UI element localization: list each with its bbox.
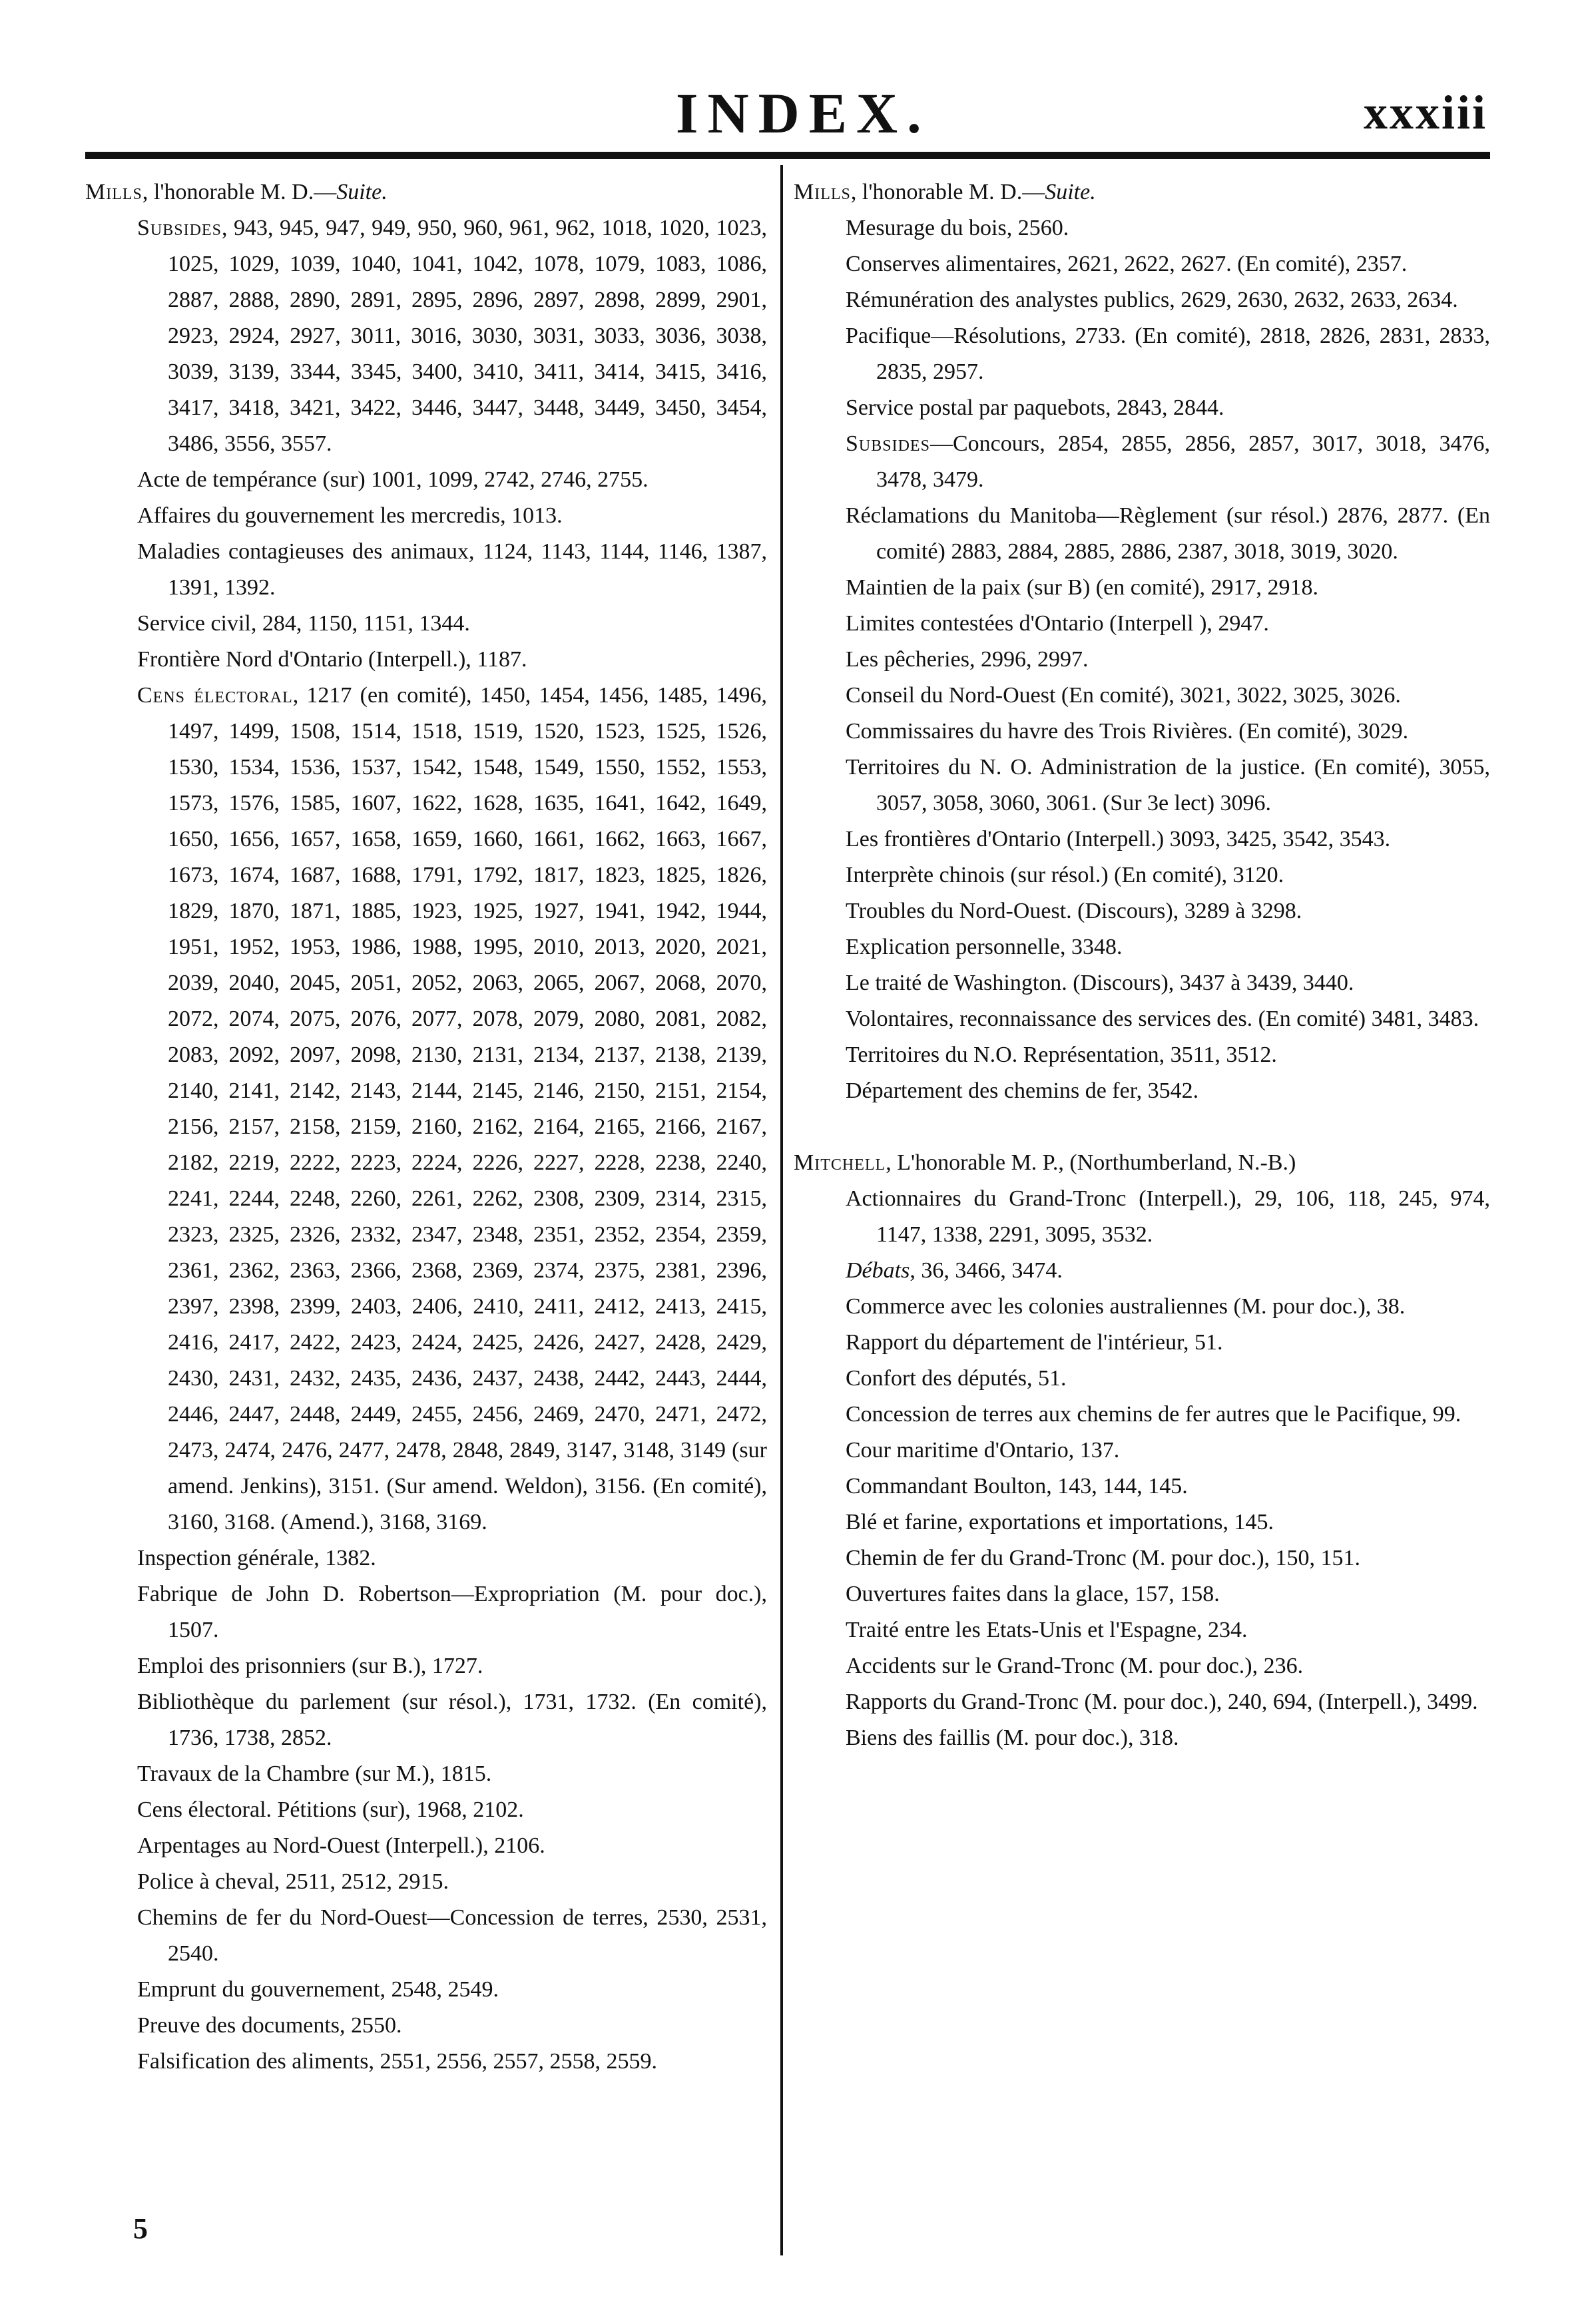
entry-text: Cour maritime d'Ontario, 137.	[846, 1438, 1120, 1463]
index-entry	[85, 498, 767, 534]
index-entry	[794, 714, 1490, 750]
index-entry	[85, 1684, 767, 1756]
index-entry	[85, 2044, 767, 2080]
entry-text: Confort des députés, 51.	[846, 1366, 1067, 1391]
page-title: INDEX.	[676, 81, 931, 145]
entry-text: Preuve des documents, 2550.	[137, 2013, 402, 2038]
entry-text: Acte de tempérance (sur) 1001, 1099, 2742, 2746, 2755.	[137, 467, 649, 492]
entry-text: Maladies contagieuses des animaux, 1124, 1143, 1144, 1146, 1387, 1391, 1392.	[137, 539, 767, 600]
index-entry	[794, 678, 1490, 714]
index-entry	[794, 1433, 1490, 1469]
entry-text: Chemin de fer du Grand-Tronc (M. pour doc.), 150, 151.	[846, 1546, 1361, 1570]
index-entry	[85, 678, 767, 1540]
index-entry	[794, 821, 1490, 857]
index-entry	[794, 606, 1490, 642]
entry-heading	[794, 174, 1490, 210]
entry-text: Commandant Boulton, 143, 144, 145.	[846, 1474, 1188, 1499]
index-entry	[794, 893, 1490, 929]
section-gap	[794, 1109, 1490, 1145]
index-entry	[794, 210, 1490, 246]
index-entry	[794, 1073, 1490, 1109]
index-entry	[794, 318, 1490, 390]
index-entry	[794, 750, 1490, 821]
entry-text: Concession de terres aux chemins de fer autres que le Pacifique, 99.	[846, 1402, 1461, 1427]
index-entry	[85, 1756, 767, 1792]
entry-text: Commerce avec les colonies australiennes (M. pour doc.), 38.	[846, 1294, 1406, 1319]
entry-text: Arpentages au Nord-Ouest (Interpell.), 2106.	[137, 1833, 545, 1858]
entry-small-caps: Cens électoral	[137, 683, 293, 708]
index-entry	[794, 1576, 1490, 1612]
index-entry	[794, 282, 1490, 318]
entry-text: Traité entre les Etats-Unis et l'Espagne, 234.	[846, 1618, 1248, 1642]
entry-text: , 36, 3466, 3474.	[910, 1258, 1063, 1283]
entry-text: Rapport du département de l'intérieur, 51.	[846, 1330, 1223, 1355]
signature-mark: 5	[133, 2212, 148, 2245]
index-entry	[794, 1253, 1490, 1289]
entry-text: Rapports du Grand-Tronc (M. pour doc.), 240, 694, (Interpell.), 3499.	[846, 1690, 1478, 1714]
index-entry	[85, 606, 767, 642]
entry-text: Limites contestées d'Ontario (Interpell ), 2947.	[846, 611, 1269, 636]
index-entry	[794, 1289, 1490, 1325]
index-entry	[85, 1540, 767, 1576]
index-entry	[794, 1720, 1490, 1756]
entry-text: Frontière Nord d'Ontario (Interpell.), 1187.	[137, 647, 527, 672]
index-entry	[85, 1792, 767, 1828]
entry-small-caps: Subsides	[846, 431, 930, 456]
heading-text: , l'honorable M. D.—	[142, 180, 337, 204]
entry-text: Commissaires du havre des Trois Rivières. (En comité), 3029.	[846, 719, 1409, 744]
entry-text: Actionnaires du Grand-Tronc (Interpell.), 29, 106, 118, 245, 974, 1147, 1338, 2291, 3095, 3532.	[846, 1186, 1490, 1247]
entry-text: Emprunt du gouvernement, 2548, 2549.	[137, 1977, 499, 2002]
index-entry	[794, 1001, 1490, 1037]
page-header	[0, 0, 1574, 166]
index-entry	[85, 1864, 767, 1900]
entry-text: Chemins de fer du Nord-Ouest—Concession de terres, 2530, 2531, 2540.	[137, 1905, 767, 1966]
index-entry	[794, 1505, 1490, 1540]
index-entry	[794, 1397, 1490, 1433]
index-entry	[794, 1612, 1490, 1648]
index-entry	[794, 390, 1490, 426]
entry-text: Le traité de Washington. (Discours), 3437 à 3439, 3440.	[846, 971, 1354, 995]
entry-text: Service civil, 284, 1150, 1151, 1344.	[137, 611, 470, 636]
index-entry	[85, 462, 767, 498]
entry-small-caps: Subsides	[137, 216, 222, 240]
index-entry	[85, 210, 767, 462]
index-entry	[794, 426, 1490, 498]
entry-text: Conseil du Nord-Ouest (En comité), 3021, 3022, 3025, 3026.	[846, 683, 1401, 708]
entry-text: Mesurage du bois, 2560.	[846, 216, 1069, 240]
entry-text: Blé et farine, exportations et importations, 145.	[846, 1510, 1274, 1534]
entry-text: Bibliothèque du parlement (sur résol.), 1731, 1732. (En comité), 1736, 1738, 2852.	[137, 1690, 767, 1750]
heading-text: , l'honorable M. D.—	[850, 180, 1045, 204]
entry-text: Ouvertures faites dans la glace, 157, 158.	[846, 1582, 1220, 1606]
entry-text: Département des chemins de fer, 3542.	[846, 1078, 1199, 1103]
heading-suite: Suite.	[336, 180, 388, 204]
entry-text: Cens électoral. Pétitions (sur), 1968, 2102.	[137, 1797, 524, 1822]
heading-text: , L'honorable M. P., (Northumberland, N.-B.)	[886, 1150, 1296, 1175]
page-number: xxxiii	[1363, 86, 1487, 139]
entry-text: Maintien de la paix (sur B) (en comité), 2917, 2918.	[846, 575, 1319, 600]
index-entry	[794, 642, 1490, 678]
index-entry	[85, 1576, 767, 1648]
index-entry	[794, 1181, 1490, 1253]
entry-text: —Concours, 2854, 2855, 2856, 2857, 3017, 3018, 3476, 3478, 3479.	[876, 431, 1490, 492]
entry-text: Accidents sur le Grand-Tronc (M. pour doc.), 236.	[846, 1654, 1304, 1678]
entry-text: Fabrique de John D. Robertson—Expropriation (M. pour doc.), 1507.	[137, 1582, 767, 1642]
entry-text: Biens des faillis (M. pour doc.), 318.	[846, 1726, 1179, 1750]
entry-italic: Débats	[846, 1258, 910, 1283]
index-entry	[85, 534, 767, 606]
index-entry	[794, 1648, 1490, 1684]
heading-name: Mills	[85, 180, 142, 204]
right-column	[794, 174, 1490, 1756]
index-entry	[794, 1540, 1490, 1576]
entry-text: Troubles du Nord-Ouest. (Discours), 3289 à 3298.	[846, 899, 1302, 923]
entry-text: Travaux de la Chambre (sur M.), 1815.	[137, 1761, 492, 1786]
index-entry	[85, 2008, 767, 2044]
entry-text: Affaires du gouvernement les mercredis, 1013.	[137, 503, 563, 528]
entry-text: Volontaires, reconnaissance des services des. (En comité) 3481, 3483.	[846, 1007, 1479, 1031]
entry-text: Conserves alimentaires, 2621, 2622, 2627. (En comité), 2357.	[846, 252, 1408, 276]
index-entry	[794, 929, 1490, 965]
entry-text: Falsification des aliments, 2551, 2556, 2557, 2558, 2559.	[137, 2049, 657, 2074]
index-entry	[794, 498, 1490, 570]
entry-text: Interprète chinois (sur résol.) (En comité), 3120.	[846, 863, 1284, 887]
entry-text: Police à cheval, 2511, 2512, 2915.	[137, 1869, 449, 1894]
index-entry	[85, 1972, 767, 2008]
entry-text: Pacifique—Résolutions, 2733. (En comité), 2818, 2826, 2831, 2833, 2835, 2957.	[846, 324, 1490, 384]
index-entry	[85, 1648, 767, 1684]
entry-text: Les frontières d'Ontario (Interpell.) 3093, 3425, 3542, 3543.	[846, 827, 1391, 851]
entry-text: Territoires du N. O. Administration de la justice. (En comité), 3055, 3057, 3058, 3060, 3061. (Sur 3e lect) 3096.	[846, 755, 1490, 815]
entry-heading	[85, 174, 767, 210]
entry-text: , 943, 945, 947, 949, 950, 960, 961, 962, 1018, 1020, 1023, 1025, 1029, 1039, 1040, 1041, 1042, 1078, 1079, 1083, 1086, 2887, 2888, 2890, 2891, 2895, 2896, 2897, 2898, 2899, 2901, 2923, 2924, 2927, 3011, 3016, 3030, 3031, 3033, 3036, 3038, 3039, 3139, 3344, 3345, 3400, 3410, 3411, 3414, 3415, 3416, 3417, 3418, 3421, 3422, 3446, 3447, 3448, 3449, 3450, 3454, 3486, 3556, 3557.	[168, 216, 767, 456]
entry-text: Inspection générale, 1382.	[137, 1546, 376, 1570]
index-entry	[85, 1900, 767, 1972]
index-entry	[794, 965, 1490, 1001]
index-entry	[794, 857, 1490, 893]
index-entry	[794, 1684, 1490, 1720]
index-entry	[794, 1325, 1490, 1361]
entry-text: Rémunération des analystes publics, 2629, 2630, 2632, 2633, 2634.	[846, 288, 1458, 312]
entry-text: Territoires du N.O. Représentation, 3511, 3512.	[846, 1043, 1277, 1067]
index-entry	[85, 642, 767, 678]
index-entry	[794, 246, 1490, 282]
index-entry	[794, 1469, 1490, 1505]
entry-text: Service postal par paquebots, 2843, 2844.	[846, 395, 1224, 420]
entry-text: Les pêcheries, 2996, 2997.	[846, 647, 1089, 672]
left-column	[85, 174, 767, 2080]
entry-heading	[794, 1145, 1490, 1181]
entry-text: , 1217 (en comité), 1450, 1454, 1456, 1485, 1496, 1497, 1499, 1508, 1514, 1518, 1519, 1520, 1523, 1525, 1526, 1530, 1534, 1536, 1537, 1542, 1548, 1549, 1550, 1552, 1553, 1573, 1576, 1585, 1607, 1622, 1628, 1635, 1641, 1642, 1649, 1650, 1656, 1657, 1658, 1659, 1660, 1661, 1662, 1663, 1667, 1673, 1674, 1687, 1688, 1791, 1792, 1817, 1823, 1825, 1826, 1829, 1870, 1871, 1885, 1923, 1925, 1927, 1941, 1942, 1944, 1951, 1952, 1953, 1986, 1988, 1995, 2010, 2013, 2020, 2021, 2039, 2040, 2045, 2051, 2052, 2063, 2065, 2067, 2068, 2070, 2072, 2074, 2075, 2076, 2077, 2078, 2079, 2080, 2081, 2082, 2083, 2092, 2097, 2098, 2130, 2131, 2134, 2137, 2138, 2139, 2140, 2141, 2142, 2143, 2144, 2145, 2146, 2150, 2151, 2154, 2156, 2157, 2158, 2159, 2160, 2162, 2164, 2165, 2166, 2167, 2182, 2219, 2222, 2223, 2224, 2226, 2227, 2228, 2238, 2240, 2241, 2244, 2248, 2260, 2261, 2262, 2308, 2309, 2314, 2315, 2323, 2325, 2326, 2332, 2347, 2348, 2351, 2352, 2354, 2359, 2361, 2362, 2363, 2366, 2368, 2369, 2374, 2375, 2381, 2396, 2397, 2398, 2399, 2403, 2406, 2410, 2411, 2412, 2413, 2415, 2416, 2417, 2422, 2423, 2424, 2425, 2426, 2427, 2428, 2429, 2430, 2431, 2432, 2435, 2436, 2437, 2438, 2442, 2443, 2444, 2446, 2447, 2448, 2449, 2455, 2456, 2469, 2470, 2471, 2472, 2473, 2474, 2476, 2477, 2478, 2848, 2849, 3147, 3148, 3149 (sur amend. Jenkins), 3151. (Sur amend. Weldon), 3156. (En comité), 3160, 3168. (Amend.), 3168, 3169.	[168, 683, 767, 1534]
column-divider	[780, 165, 783, 2255]
heading-suite: Suite.	[1045, 180, 1096, 204]
header-rule	[85, 152, 1490, 159]
entry-text: Réclamations du Manitoba—Règlement (sur résol.) 2876, 2877. (En comité) 2883, 2884, 2885, 2886, 2387, 3018, 3019, 3020.	[846, 503, 1490, 564]
index-entry	[794, 570, 1490, 606]
index-entry	[794, 1361, 1490, 1397]
heading-name: Mills	[794, 180, 851, 204]
entry-text: Explication personnelle, 3348.	[846, 935, 1123, 959]
index-entry	[85, 1828, 767, 1864]
entry-text: Emploi des prisonniers (sur B.), 1727.	[137, 1654, 483, 1678]
index-entry	[794, 1037, 1490, 1073]
heading-name: Mitchell	[794, 1150, 886, 1175]
